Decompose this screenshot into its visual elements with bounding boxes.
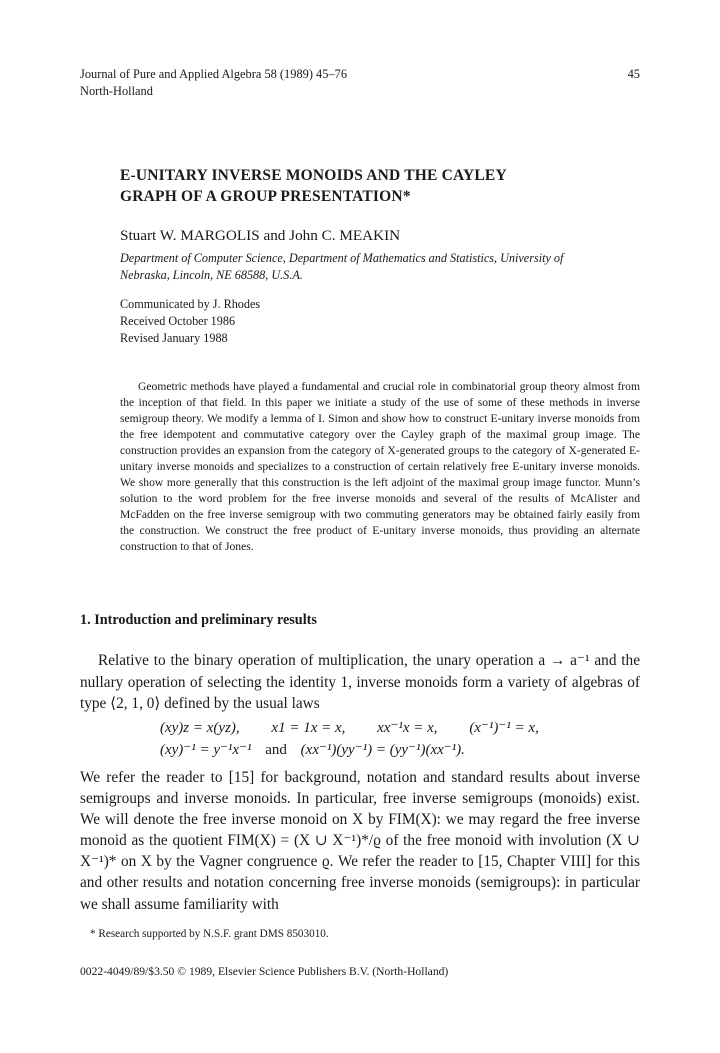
title-line-2: GRAPH OF A GROUP PRESENTATION* <box>120 188 411 205</box>
received-date: Received October 1986 <box>120 314 236 328</box>
affiliation-line-1: Department of Computer Science, Department of Mathematics and Statistics, University of <box>120 251 564 265</box>
law-equations-line-1 <box>160 718 539 737</box>
author-affiliation <box>120 250 640 284</box>
involution-law: (x⁻¹)⁻¹ = x, <box>469 720 539 736</box>
abstract <box>120 379 640 556</box>
inverse-product-law: (xy)⁻¹ = y⁻¹x⁻¹ <box>160 742 252 758</box>
author-list: Stuart W. MARGOLIS and John C. MEAKIN <box>120 227 401 244</box>
intro-text: Relative to the binary operation of multiplication, the unary operation a → a⁻¹ and the nullary operation of selecting the identity 1, inverse monoids form a variety of algebras of type ⟨2, 1, 0⟩ defined by the usual laws <box>80 652 640 712</box>
identity-law: x1 = 1x = x, <box>271 720 346 736</box>
body-paragraph <box>80 767 640 915</box>
associativity-law: (xy)z = x(yz), <box>160 720 240 736</box>
journal-citation: Journal of Pure and Applied Algebra 58 (1989) 45–76 <box>80 67 348 81</box>
communicated-by: Communicated by J. Rhodes <box>120 297 261 311</box>
journal-header <box>80 66 640 100</box>
idempotent-commute-law: (xx⁻¹)(yy⁻¹) = (yy⁻¹)(xx⁻¹). <box>300 742 465 758</box>
intro-paragraph <box>80 650 640 715</box>
regularity-law: xx⁻¹x = x, <box>377 720 438 736</box>
section-heading: 1. Introduction and preliminary results <box>80 612 317 628</box>
paper-title <box>120 165 620 207</box>
revised-date: Revised January 1988 <box>120 331 228 345</box>
abstract-text: Geometric methods have played a fundamental and crucial role in combinatorial group theory almost from the inception of that field. In this paper we initiate a study of the use of some of these methods in inverse semigroup theory. We modify a lemma of I. Simon and show how to construct E-unitary inverse monoids from the free idempotent and commutative category over the Cayley graph of the maximal group image. The construction provides an expansion from the category of X-generated groups to the category of X-generated E-unitary inverse monoids and specializes to a construction of certain relatively free E-unitary inverse monoids. We show more generally that this construction is the left adjoint of the maximal group image functor. Munn’s solution to the word problem for the free inverse monoids and several of the results of McAlister and McFadden on the free inverse semigroup with two commuting generators may be obtained fairly easily from the construction. We construct the free product of E-unitary inverse monoids, thus providing an alternate construction to that of Jones. <box>120 380 640 554</box>
title-line-1: E-UNITARY INVERSE MONOIDS AND THE CAYLEY <box>120 167 507 184</box>
footnote: * Research supported by N.S.F. grant DMS 8503010. <box>90 928 329 940</box>
affiliation-line-2: Nebraska, Lincoln, NE 68588, U.S.A. <box>120 268 303 282</box>
law-equations-line-2 <box>160 740 465 759</box>
equation-connector: and <box>265 742 287 758</box>
body-text: We refer the reader to [15] for background, notation and standard results about inverse semigroups and inverse monoids. In particular, free inverse semigroups (monoids) exist. We will denote the free inverse monoid on X by FIM(X): we may regard the free inverse monoid as the quotient FIM(X) = (X ∪ X⁻¹)*/ϱ of the free monoid with involution (X ∪ X⁻¹)* on X by the Vagner congruence ϱ. We refer the reader to [15, Chapter VIII] for this and other results and notation concerning free inverse monoids (semigroups): in particular we shall assume familiarity with <box>80 769 640 913</box>
submission-history <box>120 296 260 347</box>
publisher-name: North-Holland <box>80 84 153 98</box>
page-number: 45 <box>627 67 640 81</box>
copyright-line: 0022-4049/89/$3.50 © 1989, Elsevier Science Publishers B.V. (North-Holland) <box>80 965 449 978</box>
